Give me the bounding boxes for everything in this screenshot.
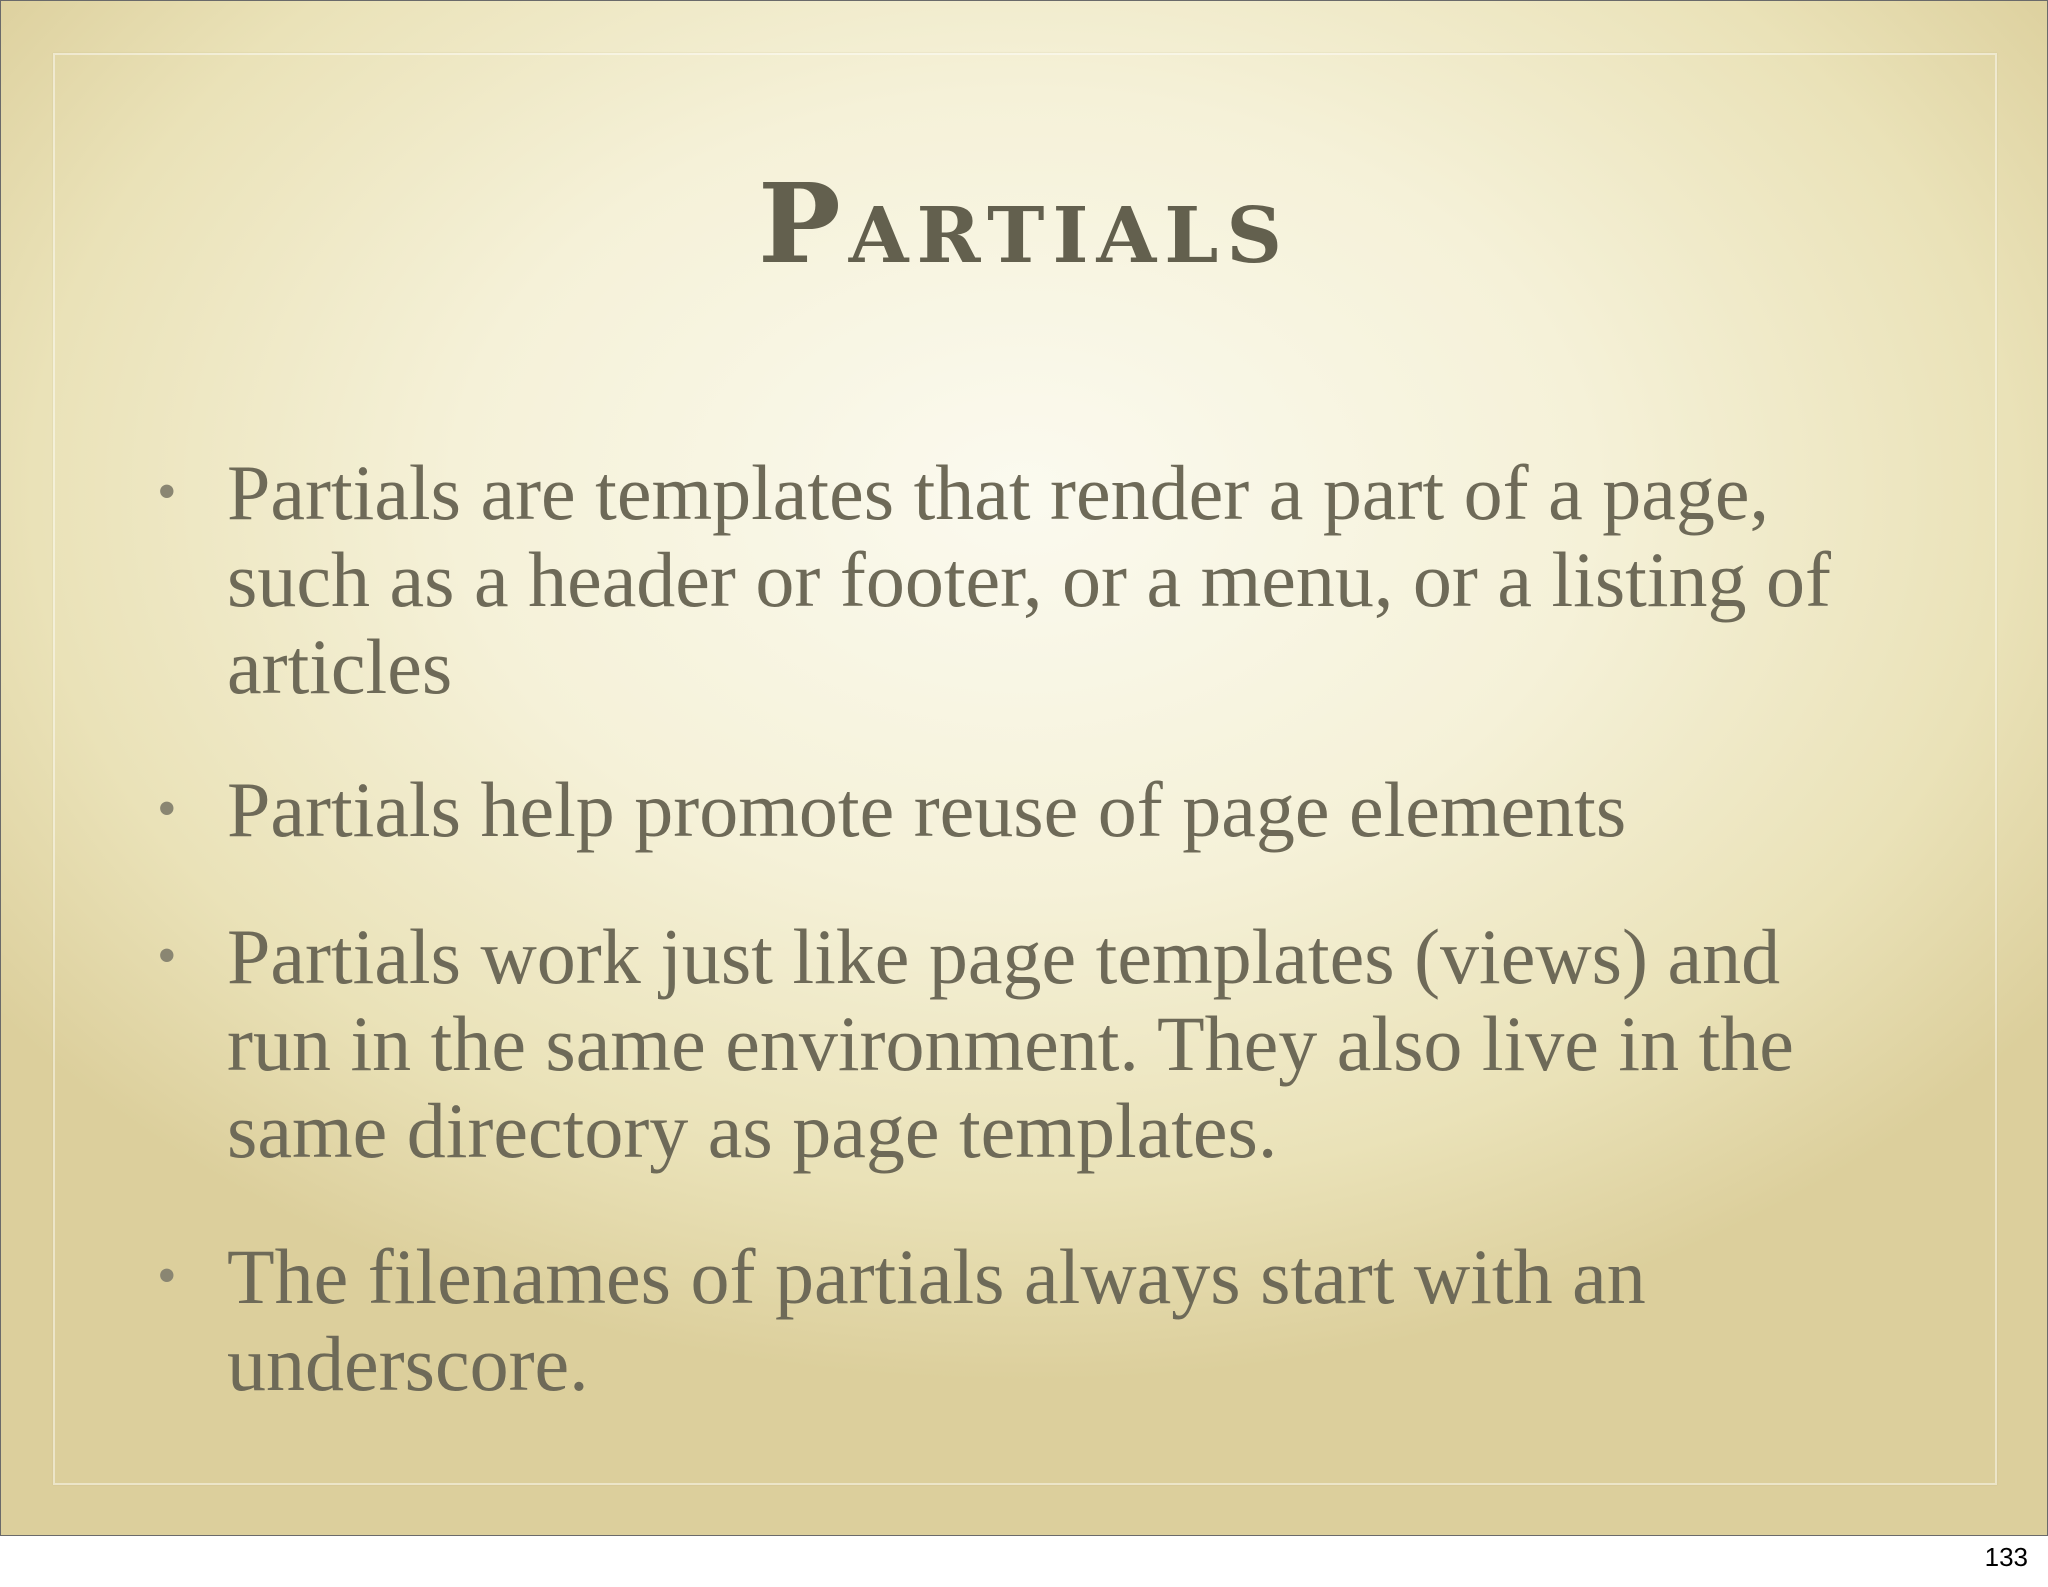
bullet-item [157,913,1867,1174]
slide-title: Partials [758,159,1290,288]
bullet-item [157,1233,1867,1407]
bullet-text: The filenames of partials always start with an underscore. [227,1233,1646,1407]
bullet-icon: • [157,925,177,987]
bullet-icon: • [157,461,177,523]
bullet-item [157,449,1867,710]
bullet-icon: • [157,1245,177,1307]
bullet-item [157,766,1867,853]
bullet-text: Partials are templates that render a part of a page, such as a header or footer, or a menu, or a listing of articles [227,449,1831,710]
bullet-icon: • [157,778,177,840]
bullet-text: Partials help promote reuse of page elements [227,766,1627,853]
bullet-text: Partials work just like page templates (views) and run in the same environment. They also live in the same directory as page templates. [227,913,1794,1174]
page-number: 133 [1984,1542,2028,1572]
